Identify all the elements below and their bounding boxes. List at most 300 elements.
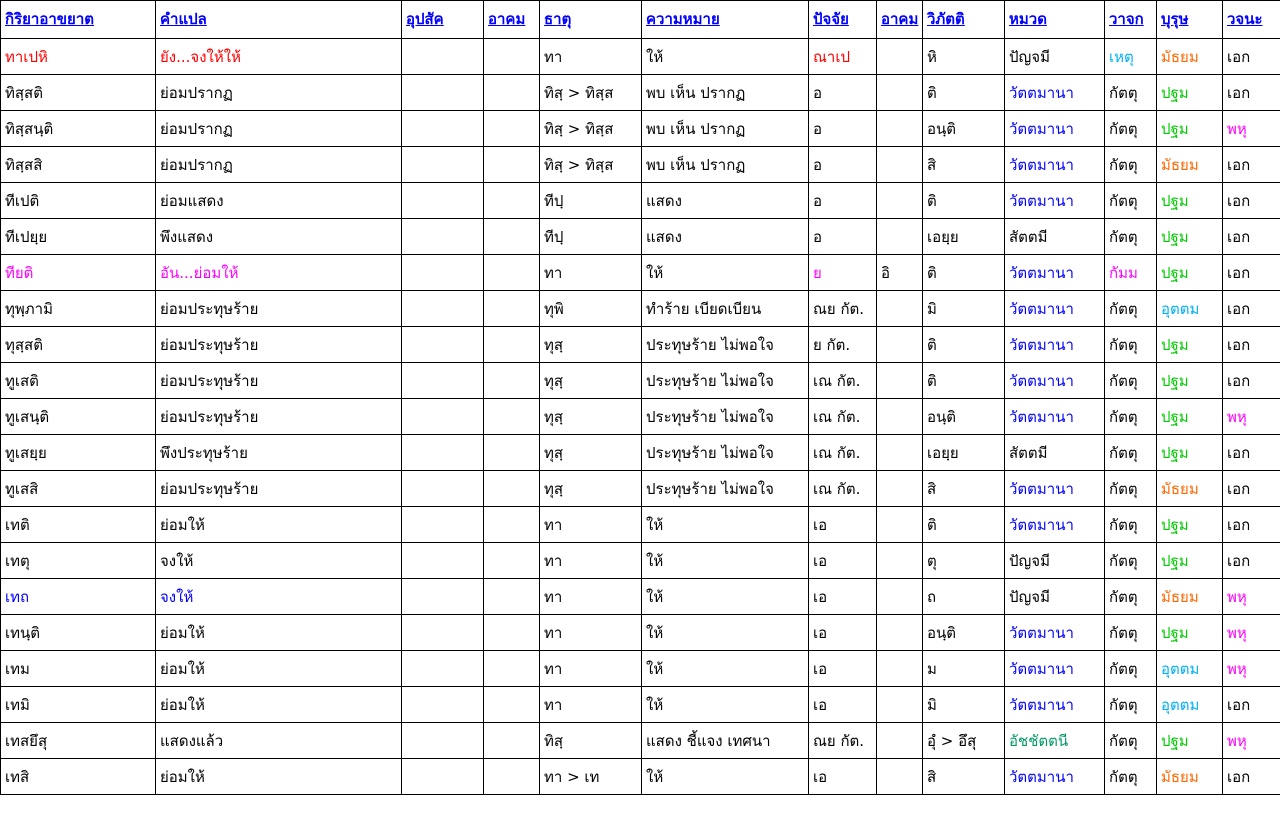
cell-augment-2[interactable]	[877, 471, 923, 507]
cell-person[interactable]: มัธยม	[1157, 759, 1223, 795]
cell-ending[interactable]: ติ	[923, 183, 1005, 219]
cell-verb[interactable]: ทีเปติ	[1, 183, 156, 219]
cell-suffix[interactable]: อ	[809, 111, 877, 147]
header-group[interactable]: หมวด	[1005, 1, 1105, 39]
cell-verb[interactable]: เทติ	[1, 507, 156, 543]
cell-person[interactable]: ปฐม	[1157, 543, 1223, 579]
cell-prefix[interactable]	[402, 615, 484, 651]
cell-translation[interactable]: ยัง...จงให้ให้	[156, 39, 402, 75]
cell-suffix[interactable]: ย	[809, 255, 877, 291]
cell-number[interactable]: พหุ	[1223, 111, 1280, 147]
cell-ending[interactable]: ถ	[923, 579, 1005, 615]
header-verb[interactable]: กิริยาอาขยาต	[1, 1, 156, 39]
cell-augment-2[interactable]	[877, 75, 923, 111]
table-row	[1, 147, 1280, 183]
cell-prefix[interactable]	[402, 291, 484, 327]
cell-verb[interactable]: ทิสฺสนฺติ	[1, 111, 156, 147]
cell-suffix[interactable]: เณ กัต.	[809, 399, 877, 435]
cell-augment-2[interactable]	[877, 759, 923, 795]
cell-augment[interactable]	[484, 75, 540, 111]
cell-augment-2[interactable]	[877, 111, 923, 147]
cell-group[interactable]: สัตตมี	[1005, 435, 1105, 471]
cell-number[interactable]: พหุ	[1223, 399, 1280, 435]
cell-root-meaning[interactable]: ให้	[642, 615, 809, 651]
cell-number[interactable]: เอก	[1223, 507, 1280, 543]
cell-suffix[interactable]: อ	[809, 75, 877, 111]
cell-root-meaning[interactable]: ให้	[642, 543, 809, 579]
cell-augment-2[interactable]	[877, 183, 923, 219]
cell-number[interactable]: เอก	[1223, 147, 1280, 183]
cell-voice[interactable]: เหตุ	[1105, 39, 1157, 75]
cell-ending[interactable]: อนฺติ	[923, 399, 1005, 435]
header-ending[interactable]: วิภัตติ	[923, 1, 1005, 39]
cell-root-meaning[interactable]: ประทุษร้าย ไม่พอใจ	[642, 435, 809, 471]
cell-suffix[interactable]: ณาเป	[809, 39, 877, 75]
cell-augment-2[interactable]	[877, 399, 923, 435]
table-row	[1, 471, 1280, 507]
cell-prefix[interactable]	[402, 39, 484, 75]
cell-translation[interactable]: ย่อมประทุษร้าย	[156, 327, 402, 363]
cell-voice[interactable]: กัตตุ	[1105, 759, 1157, 795]
cell-root[interactable]: ทุสฺ	[540, 471, 642, 507]
cell-root[interactable]: ทิสฺ > ทิสฺส	[540, 75, 642, 111]
cell-root-meaning[interactable]: ประทุษร้าย ไม่พอใจ	[642, 363, 809, 399]
cell-augment-2[interactable]	[877, 615, 923, 651]
cell-augment-2[interactable]	[877, 39, 923, 75]
cell-group[interactable]: วัตตมานา	[1005, 327, 1105, 363]
cell-prefix[interactable]	[402, 219, 484, 255]
cell-verb[interactable]: ทิสฺสสิ	[1, 147, 156, 183]
cell-ending[interactable]: หิ	[923, 39, 1005, 75]
cell-suffix[interactable]: ณย กัต.	[809, 291, 877, 327]
cell-root-meaning[interactable]: พบ เห็น ปรากฏ	[642, 147, 809, 183]
cell-ending[interactable]: ติ	[923, 327, 1005, 363]
cell-group[interactable]: วัตตมานา	[1005, 183, 1105, 219]
cell-voice[interactable]: กัตตุ	[1105, 579, 1157, 615]
header-augment[interactable]: อาคม	[484, 1, 540, 39]
cell-number[interactable]: เอก	[1223, 75, 1280, 111]
table-row	[1, 363, 1280, 399]
cell-suffix[interactable]: ย กัต.	[809, 327, 877, 363]
cell-ending[interactable]: อุํ > อึสุ	[923, 723, 1005, 759]
cell-translation[interactable]: จงให้	[156, 579, 402, 615]
header-number[interactable]: วจนะ	[1223, 1, 1280, 39]
cell-prefix[interactable]	[402, 435, 484, 471]
cell-augment-2[interactable]	[877, 363, 923, 399]
cell-suffix[interactable]: เอ	[809, 543, 877, 579]
cell-augment-2[interactable]	[877, 651, 923, 687]
cell-group[interactable]: วัตตมานา	[1005, 291, 1105, 327]
cell-number[interactable]: เอก	[1223, 255, 1280, 291]
cell-root-meaning[interactable]: พบ เห็น ปรากฏ	[642, 75, 809, 111]
cell-person[interactable]: ปฐม	[1157, 255, 1223, 291]
cell-voice[interactable]: กัตตุ	[1105, 651, 1157, 687]
cell-translation[interactable]: พึงประทุษร้าย	[156, 435, 402, 471]
cell-ending[interactable]: มิ	[923, 687, 1005, 723]
cell-verb[interactable]: ทีเปยฺย	[1, 219, 156, 255]
cell-group[interactable]: สัตตมี	[1005, 219, 1105, 255]
cell-person[interactable]: ปฐม	[1157, 327, 1223, 363]
cell-augment[interactable]	[484, 471, 540, 507]
header-translation[interactable]: คำแปล	[156, 1, 402, 39]
cell-verb[interactable]: ทาเปหิ	[1, 39, 156, 75]
cell-translation[interactable]: ย่อมประทุษร้าย	[156, 291, 402, 327]
cell-person[interactable]: มัธยม	[1157, 39, 1223, 75]
cell-root-meaning[interactable]: ให้	[642, 255, 809, 291]
cell-root-meaning[interactable]: ทำร้าย เบียดเบียน	[642, 291, 809, 327]
table-row	[1, 399, 1280, 435]
cell-number[interactable]: เอก	[1223, 435, 1280, 471]
cell-augment[interactable]	[484, 651, 540, 687]
cell-augment[interactable]	[484, 579, 540, 615]
cell-prefix[interactable]	[402, 255, 484, 291]
cell-person[interactable]: มัธยม	[1157, 147, 1223, 183]
cell-prefix[interactable]	[402, 471, 484, 507]
cell-person[interactable]: ปฐม	[1157, 183, 1223, 219]
cell-voice[interactable]: กัตตุ	[1105, 435, 1157, 471]
cell-translation[interactable]: อัน...ย่อมให้	[156, 255, 402, 291]
cell-translation[interactable]: จงให้	[156, 543, 402, 579]
cell-verb[interactable]: ทิสฺสติ	[1, 75, 156, 111]
cell-voice[interactable]: กัตตุ	[1105, 363, 1157, 399]
cell-augment[interactable]	[484, 39, 540, 75]
header-suffix[interactable]: ปัจจัย	[809, 1, 877, 39]
cell-ending[interactable]: อนฺติ	[923, 615, 1005, 651]
header-root-meaning[interactable]: ความหมาย	[642, 1, 809, 39]
cell-root[interactable]: ทิสฺ > ทิสฺส	[540, 147, 642, 183]
cell-person[interactable]: มัธยม	[1157, 579, 1223, 615]
cell-augment-2[interactable]	[877, 687, 923, 723]
cell-root-meaning[interactable]: ให้	[642, 507, 809, 543]
cell-root[interactable]: ทา	[540, 507, 642, 543]
cell-voice[interactable]: กัมม	[1105, 255, 1157, 291]
cell-number[interactable]: เอก	[1223, 39, 1280, 75]
cell-person[interactable]: ปฐม	[1157, 363, 1223, 399]
cell-voice[interactable]: กัตตุ	[1105, 219, 1157, 255]
cell-root-meaning[interactable]: ให้	[642, 687, 809, 723]
cell-voice[interactable]: กัตตุ	[1105, 75, 1157, 111]
cell-verb[interactable]: ทุสฺสติ	[1, 327, 156, 363]
cell-suffix[interactable]: เณ กัต.	[809, 435, 877, 471]
cell-verb[interactable]: ทูเสสิ	[1, 471, 156, 507]
cell-person[interactable]: มัธยม	[1157, 471, 1223, 507]
cell-group[interactable]: วัตตมานา	[1005, 615, 1105, 651]
cell-suffix[interactable]: เอ	[809, 579, 877, 615]
cell-root[interactable]: ทา	[540, 39, 642, 75]
cell-person[interactable]: ปฐม	[1157, 111, 1223, 147]
cell-suffix[interactable]: เอ	[809, 687, 877, 723]
cell-group[interactable]: วัตตมานา	[1005, 507, 1105, 543]
cell-augment[interactable]	[484, 615, 540, 651]
cell-suffix[interactable]: เณ กัต.	[809, 471, 877, 507]
cell-root[interactable]: ทีปฺ	[540, 183, 642, 219]
header-person[interactable]: บุรุษ	[1157, 1, 1223, 39]
cell-group[interactable]: วัตตมานา	[1005, 687, 1105, 723]
cell-group[interactable]: ปัญจมี	[1005, 543, 1105, 579]
cell-translation[interactable]: แสดงแล้ว	[156, 723, 402, 759]
header-root[interactable]: ธาตุ	[540, 1, 642, 39]
cell-person[interactable]: อุตตม	[1157, 651, 1223, 687]
cell-translation[interactable]: ย่อมประทุษร้าย	[156, 363, 402, 399]
cell-augment[interactable]	[484, 507, 540, 543]
cell-person[interactable]: ปฐม	[1157, 435, 1223, 471]
cell-voice[interactable]: กัตตุ	[1105, 543, 1157, 579]
cell-augment[interactable]	[484, 147, 540, 183]
cell-translation[interactable]: ย่อมประทุษร้าย	[156, 471, 402, 507]
cell-person[interactable]: อุตตม	[1157, 291, 1223, 327]
cell-augment[interactable]	[484, 327, 540, 363]
table-row	[1, 651, 1280, 687]
cell-ending[interactable]: ติ	[923, 507, 1005, 543]
cell-translation[interactable]: ย่อมแสดง	[156, 183, 402, 219]
cell-group[interactable]: วัตตมานา	[1005, 255, 1105, 291]
cell-number[interactable]: พหุ	[1223, 651, 1280, 687]
cell-voice[interactable]: กัตตุ	[1105, 147, 1157, 183]
cell-prefix[interactable]	[402, 507, 484, 543]
cell-root[interactable]: ทา	[540, 615, 642, 651]
table-row	[1, 75, 1280, 111]
cell-root[interactable]: ทา	[540, 651, 642, 687]
cell-number[interactable]: พหุ	[1223, 579, 1280, 615]
cell-verb[interactable]: เทสยึสุ	[1, 723, 156, 759]
cell-prefix[interactable]	[402, 723, 484, 759]
cell-root[interactable]: ทุสฺ	[540, 327, 642, 363]
cell-group[interactable]: วัตตมานา	[1005, 111, 1105, 147]
cell-group[interactable]: วัตตมานา	[1005, 147, 1105, 183]
cell-augment[interactable]	[484, 687, 540, 723]
cell-number[interactable]: เอก	[1223, 363, 1280, 399]
cell-suffix[interactable]: เอ	[809, 651, 877, 687]
table-row	[1, 327, 1280, 363]
cell-translation[interactable]: ย่อมให้	[156, 687, 402, 723]
cell-root-meaning[interactable]: ประทุษร้าย ไม่พอใจ	[642, 471, 809, 507]
cell-number[interactable]: เอก	[1223, 327, 1280, 363]
cell-root-meaning[interactable]: แสดง	[642, 219, 809, 255]
cell-translation[interactable]: ย่อมให้	[156, 507, 402, 543]
cell-augment[interactable]	[484, 543, 540, 579]
cell-number[interactable]: เอก	[1223, 471, 1280, 507]
cell-group[interactable]: ปัญจมี	[1005, 579, 1105, 615]
cell-ending[interactable]: สิ	[923, 759, 1005, 795]
cell-augment-2[interactable]	[877, 327, 923, 363]
cell-ending[interactable]: เอยฺย	[923, 219, 1005, 255]
header-augment-2[interactable]: อาคม	[877, 1, 923, 39]
cell-prefix[interactable]	[402, 111, 484, 147]
header-voice[interactable]: วาจก	[1105, 1, 1157, 39]
cell-verb[interactable]: เทสิ	[1, 759, 156, 795]
cell-group[interactable]: วัตตมานา	[1005, 759, 1105, 795]
cell-augment-2[interactable]: อิ	[877, 255, 923, 291]
cell-person[interactable]: ปฐม	[1157, 615, 1223, 651]
cell-augment[interactable]	[484, 435, 540, 471]
cell-translation[interactable]: ย่อมให้	[156, 615, 402, 651]
cell-number[interactable]: พหุ	[1223, 615, 1280, 651]
cell-augment-2[interactable]	[877, 435, 923, 471]
cell-verb[interactable]: ทูเสยฺย	[1, 435, 156, 471]
cell-suffix[interactable]: เอ	[809, 507, 877, 543]
cell-ending[interactable]: ติ	[923, 363, 1005, 399]
cell-root[interactable]: ทิสฺ > ทิสฺส	[540, 111, 642, 147]
cell-root-meaning[interactable]: ให้	[642, 759, 809, 795]
cell-root-meaning[interactable]: ประทุษร้าย ไม่พอใจ	[642, 399, 809, 435]
cell-suffix[interactable]: อ	[809, 219, 877, 255]
cell-suffix[interactable]: ณย กัต.	[809, 723, 877, 759]
cell-group[interactable]: อัชชัตตนี	[1005, 723, 1105, 759]
cell-prefix[interactable]	[402, 75, 484, 111]
cell-prefix[interactable]	[402, 147, 484, 183]
cell-verb[interactable]: ทูเสติ	[1, 363, 156, 399]
cell-verb[interactable]: เทมิ	[1, 687, 156, 723]
cell-ending[interactable]: อนฺติ	[923, 111, 1005, 147]
cell-group[interactable]: วัตตมานา	[1005, 471, 1105, 507]
cell-voice[interactable]: กัตตุ	[1105, 507, 1157, 543]
cell-augment-2[interactable]	[877, 507, 923, 543]
cell-ending[interactable]: เอยฺย	[923, 435, 1005, 471]
cell-person[interactable]: ปฐม	[1157, 723, 1223, 759]
table-row	[1, 183, 1280, 219]
cell-root[interactable]: ทา	[540, 543, 642, 579]
cell-augment[interactable]	[484, 399, 540, 435]
cell-translation[interactable]: ย่อมให้	[156, 759, 402, 795]
cell-verb[interactable]: เทนฺติ	[1, 615, 156, 651]
cell-ending[interactable]: ม	[923, 651, 1005, 687]
cell-root-meaning[interactable]: พบ เห็น ปรากฏ	[642, 111, 809, 147]
cell-suffix[interactable]: เอ	[809, 615, 877, 651]
cell-verb[interactable]: เทตุ	[1, 543, 156, 579]
cell-verb[interactable]: ทุพฺภามิ	[1, 291, 156, 327]
cell-root[interactable]: ทา	[540, 579, 642, 615]
cell-root[interactable]: ทิสฺ	[540, 723, 642, 759]
cell-voice[interactable]: กัตตุ	[1105, 111, 1157, 147]
cell-suffix[interactable]: เอ	[809, 759, 877, 795]
cell-augment-2[interactable]	[877, 147, 923, 183]
cell-root[interactable]: ทุสฺ	[540, 435, 642, 471]
cell-augment[interactable]	[484, 255, 540, 291]
cell-augment-2[interactable]	[877, 543, 923, 579]
cell-person[interactable]: ปฐม	[1157, 75, 1223, 111]
table-row	[1, 39, 1280, 75]
cell-root[interactable]: ทุสฺ	[540, 363, 642, 399]
cell-prefix[interactable]	[402, 399, 484, 435]
cell-prefix[interactable]	[402, 759, 484, 795]
cell-person[interactable]: ปฐม	[1157, 399, 1223, 435]
cell-number[interactable]: เอก	[1223, 543, 1280, 579]
cell-translation[interactable]: ย่อมให้	[156, 651, 402, 687]
cell-root-meaning[interactable]: ให้	[642, 651, 809, 687]
cell-augment[interactable]	[484, 111, 540, 147]
cell-augment-2[interactable]	[877, 723, 923, 759]
cell-number[interactable]: เอก	[1223, 291, 1280, 327]
cell-ending[interactable]: สิ	[923, 147, 1005, 183]
cell-translation[interactable]: ย่อมปรากฏ	[156, 75, 402, 111]
cell-suffix[interactable]: เณ กัต.	[809, 363, 877, 399]
cell-prefix[interactable]	[402, 183, 484, 219]
cell-root-meaning[interactable]: ให้	[642, 39, 809, 75]
cell-voice[interactable]: กัตตุ	[1105, 183, 1157, 219]
table-row	[1, 219, 1280, 255]
cell-ending[interactable]: มิ	[923, 291, 1005, 327]
cell-verb[interactable]: เทถ	[1, 579, 156, 615]
cell-number[interactable]: เอก	[1223, 219, 1280, 255]
cell-translation[interactable]: ย่อมปรากฏ	[156, 111, 402, 147]
cell-voice[interactable]: กัตตุ	[1105, 687, 1157, 723]
cell-verb[interactable]: ทียติ	[1, 255, 156, 291]
cell-root-meaning[interactable]: ให้	[642, 579, 809, 615]
cell-root[interactable]: ทา	[540, 255, 642, 291]
cell-translation[interactable]: ย่อมประทุษร้าย	[156, 399, 402, 435]
cell-root[interactable]: ทา	[540, 687, 642, 723]
cell-translation[interactable]: พึงแสดง	[156, 219, 402, 255]
header-prefix[interactable]: อุปสัค	[402, 1, 484, 39]
cell-group[interactable]: ปัญจมี	[1005, 39, 1105, 75]
cell-voice[interactable]: กัตตุ	[1105, 615, 1157, 651]
cell-root-meaning[interactable]: แสดง	[642, 183, 809, 219]
cell-suffix[interactable]: อ	[809, 147, 877, 183]
cell-augment[interactable]	[484, 183, 540, 219]
cell-root[interactable]: ทุสฺ	[540, 399, 642, 435]
cell-verb[interactable]: ทูเสนฺติ	[1, 399, 156, 435]
cell-prefix[interactable]	[402, 651, 484, 687]
cell-group[interactable]: วัตตมานา	[1005, 363, 1105, 399]
cell-voice[interactable]: กัตตุ	[1105, 399, 1157, 435]
cell-augment[interactable]	[484, 759, 540, 795]
cell-voice[interactable]: กัตตุ	[1105, 471, 1157, 507]
cell-person[interactable]: ปฐม	[1157, 219, 1223, 255]
cell-ending[interactable]: สิ	[923, 471, 1005, 507]
cell-prefix[interactable]	[402, 327, 484, 363]
cell-prefix[interactable]	[402, 687, 484, 723]
cell-ending[interactable]: ตุ	[923, 543, 1005, 579]
cell-root-meaning[interactable]: แสดง ชี้แจง เทศนา	[642, 723, 809, 759]
cell-augment[interactable]	[484, 723, 540, 759]
table-row	[1, 507, 1280, 543]
cell-person[interactable]: ปฐม	[1157, 507, 1223, 543]
cell-group[interactable]: วัตตมานา	[1005, 75, 1105, 111]
cell-prefix[interactable]	[402, 543, 484, 579]
cell-verb[interactable]: เทม	[1, 651, 156, 687]
cell-augment-2[interactable]	[877, 219, 923, 255]
cell-prefix[interactable]	[402, 363, 484, 399]
cell-root[interactable]: ทา > เท	[540, 759, 642, 795]
cell-augment[interactable]	[484, 363, 540, 399]
cell-number[interactable]: เอก	[1223, 183, 1280, 219]
cell-augment-2[interactable]	[877, 291, 923, 327]
cell-augment[interactable]	[484, 219, 540, 255]
cell-root-meaning[interactable]: ประทุษร้าย ไม่พอใจ	[642, 327, 809, 363]
cell-voice[interactable]: กัตตุ	[1105, 291, 1157, 327]
cell-voice[interactable]: กัตตุ	[1105, 723, 1157, 759]
cell-number[interactable]: พหุ	[1223, 723, 1280, 759]
cell-number[interactable]: เอก	[1223, 759, 1280, 795]
table-row	[1, 255, 1280, 291]
table-row	[1, 723, 1280, 759]
cell-translation[interactable]: ย่อมปรากฏ	[156, 147, 402, 183]
cell-ending[interactable]: ติ	[923, 255, 1005, 291]
cell-group[interactable]: วัตตมานา	[1005, 399, 1105, 435]
cell-number[interactable]: เอก	[1223, 687, 1280, 723]
verb-table-body	[1, 1, 1280, 795]
cell-voice[interactable]: กัตตุ	[1105, 327, 1157, 363]
cell-augment-2[interactable]	[877, 579, 923, 615]
cell-root[interactable]: ทุพิ	[540, 291, 642, 327]
cell-augment[interactable]	[484, 291, 540, 327]
cell-ending[interactable]: ติ	[923, 75, 1005, 111]
cell-root[interactable]: ทีปฺ	[540, 219, 642, 255]
cell-prefix[interactable]	[402, 579, 484, 615]
cell-group[interactable]: วัตตมานา	[1005, 651, 1105, 687]
cell-suffix[interactable]: อ	[809, 183, 877, 219]
cell-person[interactable]: อุตตม	[1157, 687, 1223, 723]
